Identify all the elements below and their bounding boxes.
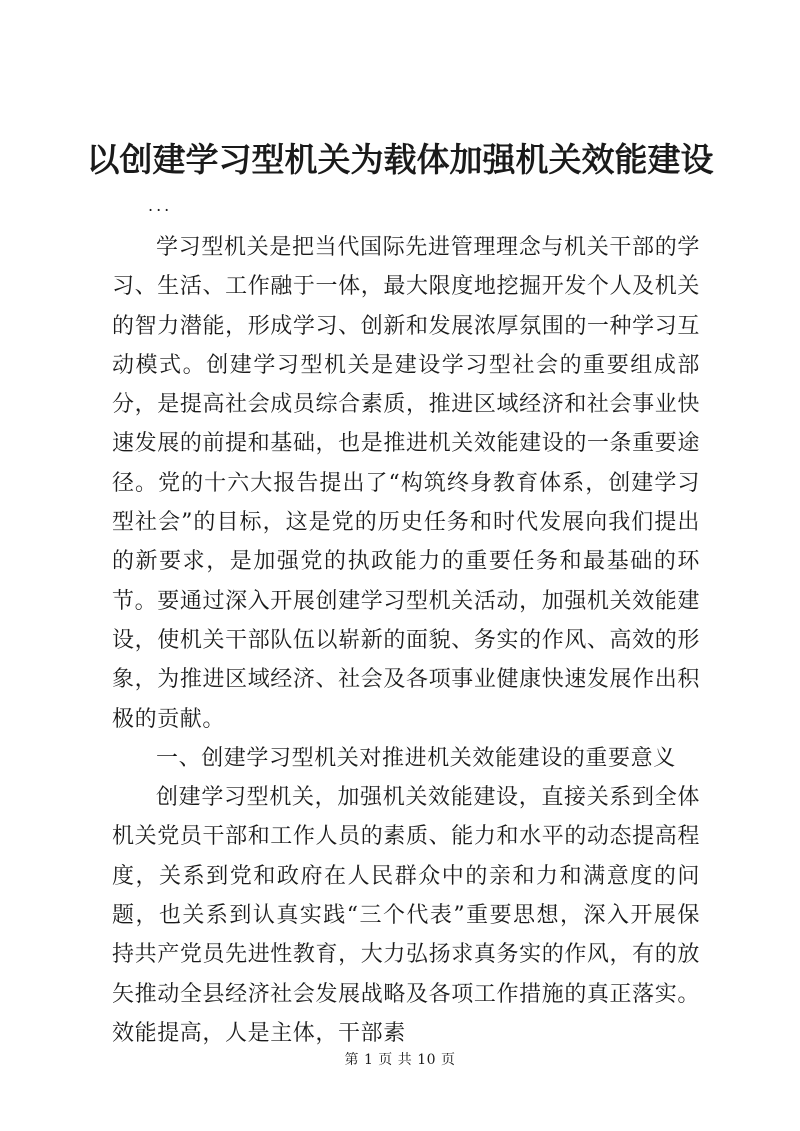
paragraph-intro: 学习型机关是把当代国际先进管理理念与机关干部的学习、生活、工作融于一体，最大限度地挖掘开发个人及机关的智力潜能，形成学习、创新和发展浓厚氛围的一种学习互动模式。创建学习型机关是建设学习型社会的重要组成部分，是提高社会成员综合素质，推进区域经济和社会事业快速发展的前提和基础，也是推进机关效能建设的一条重要途径。党的十六大报告提出了“构筑终身教育体系，创建学习型社会”的目标，这是党的历史任务和时代发展向我们提出的新要求，是加强党的执政能力的重要任务和最基础的环节。要通过深入开展创建学习型机关活动，加强机关效能建设，使机关干部队伍以崭新的面貌、务实的作风、高效的形象，为推进区域经济、社会及各项事业健康快速发展作出积极的贡献。: [112, 235, 700, 732]
page-footer: 第 1 页 共 10 页: [344, 1052, 456, 1068]
ellipsis-marker: ...: [148, 196, 173, 215]
paragraph-section-1: 创建学习型机关，加强机关效能建设，直接关系到全体机关党员干部和工作人员的素质、能力和水平的动态提高程度，关系到党和政府在人民群众中的亲和力和满意度的问题，也关系到认真实践“三个代表”重要思想，深入开展保持共产党员先进性教育，大力弘扬求真务实的作风，有的放矢推动全县经济社会发展战略及各项工作措施的真正落实。效能提高，人是主体，干部素: [112, 785, 700, 1046]
document-title: 以创建学习型机关为载体加强机关效能建设: [86, 140, 714, 179]
document-body: [112, 228, 700, 1053]
section-heading-1: 一、创建学习型机关对推进机关效能建设的重要意义: [156, 745, 676, 771]
